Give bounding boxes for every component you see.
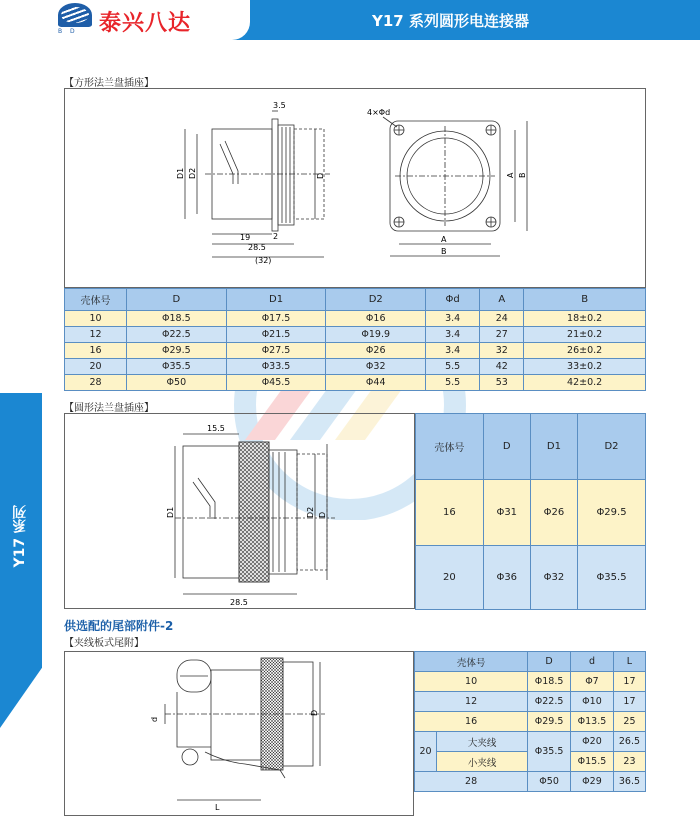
dim-19: 19: [240, 233, 251, 242]
table-cell: Φ10: [571, 692, 614, 712]
section3-label: 【夹线板式尾附】: [64, 638, 144, 649]
dim-32: (32): [255, 256, 272, 265]
label-a-vertical: A: [506, 172, 515, 178]
table-row: [416, 480, 646, 546]
square-flange-drawing: [65, 89, 647, 289]
table-cell: 12: [65, 327, 127, 343]
square-flange-table: [64, 288, 646, 391]
table-cell: 10: [65, 311, 127, 327]
table-cell: 16: [415, 712, 528, 732]
table-row: [415, 712, 646, 732]
table-cell: 16: [416, 480, 484, 546]
table-cell: D1: [530, 414, 577, 480]
label-d1: D1: [176, 167, 185, 179]
table-row: [65, 343, 646, 359]
section1-label: 【方形法兰盘插座】: [64, 78, 154, 89]
col-header: D1: [226, 289, 326, 311]
dim-2: 2: [273, 232, 279, 241]
table-cell: 53: [480, 375, 524, 391]
col-header: D: [127, 289, 227, 311]
table-cell: 3.4: [426, 311, 480, 327]
drawing-element: [165, 658, 325, 800]
section2-drawing-panel: [64, 413, 415, 609]
table-cell: 25: [613, 712, 645, 732]
table-cell: 33±0.2: [524, 359, 646, 375]
logo-area: [0, 0, 250, 40]
label-b: B: [441, 247, 447, 256]
table-cell: 18±0.2: [524, 311, 646, 327]
table-row: [65, 375, 646, 391]
table-cell: 27: [480, 327, 524, 343]
table-cell: 壳体号: [415, 652, 528, 672]
table-cell: 5.5: [426, 375, 480, 391]
table-cell: D: [483, 414, 530, 480]
round-flange-drawing: [65, 414, 416, 610]
cable-clamp-drawing: [65, 652, 415, 817]
col-header: Φd: [426, 289, 480, 311]
dim-15-5: 15.5: [207, 424, 225, 433]
label-d2: D2: [188, 167, 197, 179]
table-cell: Φ36: [483, 546, 530, 610]
table-cell: Φ29.5: [127, 343, 227, 359]
table-row: [415, 732, 646, 752]
table-row: [65, 327, 646, 343]
table-cell: 10: [415, 672, 528, 692]
table-row: [415, 772, 646, 792]
table-cell: 3.4: [426, 327, 480, 343]
label-a: A: [441, 235, 447, 244]
table-cell: L: [613, 652, 645, 672]
table-cell: Φ22.5: [528, 692, 571, 712]
table-row: [415, 672, 646, 692]
table-row: [415, 692, 646, 712]
table-cell: 20: [416, 546, 484, 610]
table-cell: 20: [415, 732, 437, 772]
table-cell: 20: [65, 359, 127, 375]
table-cell: 24: [480, 311, 524, 327]
section1-drawing-panel: [64, 88, 646, 288]
table-cell: D: [528, 652, 571, 672]
table-row: [416, 546, 646, 610]
col-header: A: [480, 289, 524, 311]
table-header-row: [416, 414, 646, 480]
table-cell: Φ35.5: [578, 546, 646, 610]
table-cell: Φ50: [528, 772, 571, 792]
table-row: [65, 311, 646, 327]
table-cell: 28: [65, 375, 127, 391]
table-cell: Φ21.5: [226, 327, 326, 343]
label-l: L: [215, 803, 220, 812]
table-cell: 16: [65, 343, 127, 359]
table-cell: 17: [613, 692, 645, 712]
table-cell: d: [571, 652, 614, 672]
table-cell: Φ35.5: [127, 359, 227, 375]
table-cell: Φ35.5: [528, 732, 571, 772]
table-cell: 17: [613, 672, 645, 692]
label-d-small: d: [150, 716, 159, 722]
page-title: Y17 系列圆形电连接器: [372, 12, 529, 30]
table-cell: Φ29: [571, 772, 614, 792]
table-cell: 26.5: [613, 732, 645, 752]
table-cell: Φ18.5: [528, 672, 571, 692]
round-flange-table: [415, 413, 646, 610]
table-cell: Φ22.5: [127, 327, 227, 343]
section3-drawing-panel: [64, 651, 414, 816]
table-cell: 壳体号: [416, 414, 484, 480]
section2-label: 【圆形法兰盘插座】: [64, 403, 154, 414]
label-d: D: [310, 709, 319, 716]
table-cell: D2: [578, 414, 646, 480]
dim-28-5: 28.5: [248, 243, 266, 252]
table-cell: Φ50: [127, 375, 227, 391]
table-cell: 23: [613, 752, 645, 772]
label-b-vertical: B: [518, 172, 527, 178]
label-d: D: [318, 511, 327, 518]
table-cell: Φ27.5: [226, 343, 326, 359]
dim-28-5: 28.5: [230, 598, 248, 607]
col-header: 壳体号: [65, 289, 127, 311]
table-cell: Φ26: [530, 480, 577, 546]
brand-name: 泰兴八达: [99, 11, 192, 36]
square-flange-side-view: [185, 111, 330, 257]
table-cell: 小夹线: [437, 752, 528, 772]
label-d: D: [316, 172, 325, 179]
label-d1: D1: [166, 506, 175, 518]
table-cell: Φ20: [571, 732, 614, 752]
square-flange-front-view: [383, 117, 527, 256]
accessory-title: 供选配的尾部附件-2: [64, 619, 174, 633]
table-cell: Φ33.5: [226, 359, 326, 375]
table-cell: 大夹线: [437, 732, 528, 752]
table-cell: Φ16: [326, 311, 426, 327]
table-cell: Φ45.5: [226, 375, 326, 391]
cable-clamp-table: [414, 651, 646, 792]
table-row: [65, 359, 646, 375]
table-cell: 26±0.2: [524, 343, 646, 359]
table-cell: Φ29.5: [578, 480, 646, 546]
label-holes: 4×Φd: [367, 108, 391, 117]
table-cell: Φ31: [483, 480, 530, 546]
col-header: B: [524, 289, 646, 311]
logo-subtext: B D: [58, 28, 78, 35]
table-cell: 12: [415, 692, 528, 712]
table-cell: 42±0.2: [524, 375, 646, 391]
page-header: [0, 0, 700, 40]
table-header-row: [65, 289, 646, 311]
table-cell: 42: [480, 359, 524, 375]
table-cell: Φ26: [326, 343, 426, 359]
table-header-row: [415, 652, 646, 672]
table-cell: 5.5: [426, 359, 480, 375]
table-cell: Φ44: [326, 375, 426, 391]
table-cell: 21±0.2: [524, 327, 646, 343]
table-cell: Φ29.5: [528, 712, 571, 732]
table-cell: Φ18.5: [127, 311, 227, 327]
table-cell: Φ32: [530, 546, 577, 610]
table-cell: 3.4: [426, 343, 480, 359]
dim-3-5: 3.5: [273, 101, 286, 110]
col-header: D2: [326, 289, 426, 311]
table-cell: Φ13.5: [571, 712, 614, 732]
table-cell: Φ15.5: [571, 752, 614, 772]
table-cell: Φ19.9: [326, 327, 426, 343]
table-cell: Φ32: [326, 359, 426, 375]
table-cell: 32: [480, 343, 524, 359]
side-series-label: Y17 系列: [12, 505, 28, 568]
table-cell: Φ17.5: [226, 311, 326, 327]
table-cell: 28: [415, 772, 528, 792]
table-cell: 36.5: [613, 772, 645, 792]
label-d2: D2: [306, 506, 315, 518]
table-cell: Φ7: [571, 672, 614, 692]
